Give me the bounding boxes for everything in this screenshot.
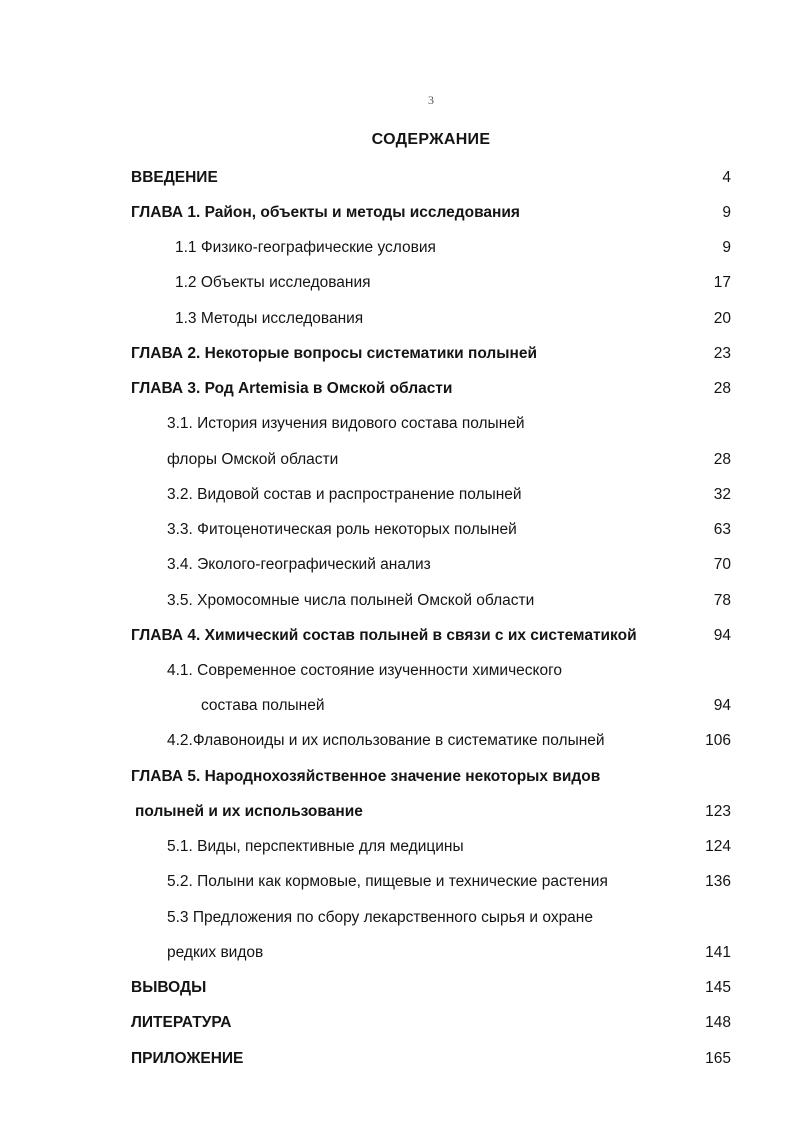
toc-entry-chapter-5 (0, 765, 793, 789)
page-number: 3 (428, 93, 434, 107)
toc-entry-section-4-2 (0, 729, 793, 753)
toc-entry-label: ПРИЛОЖЕНИЕ (131, 1050, 244, 1067)
toc-entry-chapter-5-cont (0, 800, 793, 824)
toc-entry-label: 1.1 Физико-географические условия (175, 239, 436, 256)
toc-entry-section-1-3 (0, 307, 793, 331)
toc-entry-label: 4.2.Флавоноиды и их использование в систематике полыней (167, 732, 605, 749)
toc-entry-label: ГЛАВА 1. Район, объекты и методы исследования (131, 204, 520, 221)
toc-entry-section-3-4 (0, 553, 793, 577)
toc-entry-chapter-3 (0, 377, 793, 401)
toc-entry-page: 141 (705, 944, 731, 961)
toc-entry-label: 5.2. Полыни как кормовые, пищевые и технические растения (167, 873, 608, 890)
toc-entry-label: 5.3 Предложения по сбору лекарственного сырья и охране (167, 909, 593, 926)
page-title: СОДЕРЖАНИЕ (371, 131, 491, 148)
toc-entry-page: 17 (713, 274, 731, 291)
toc-entry-page: 70 (713, 556, 731, 573)
toc-entry-section-1-2 (0, 271, 793, 295)
toc-entry-label: состава полыней (201, 697, 325, 714)
toc-entry-page: 28 (713, 380, 731, 397)
toc-entry-page: 63 (713, 521, 731, 538)
toc-entry-section-3-1 (0, 412, 793, 436)
toc-entry-label: полыней и их использование (135, 803, 363, 820)
toc-entry-page: 124 (705, 838, 731, 855)
toc-entry-label: 3.4. Эколого-географический анализ (167, 556, 431, 573)
toc-entry-chapter-1 (0, 201, 793, 225)
toc-entry-label: ГЛАВА 4. Химический состав полыней в связи с их систематикой (131, 627, 637, 644)
toc-entry-page: 94 (713, 697, 731, 714)
toc-entry-section-3-1-cont (0, 448, 793, 472)
toc-entry-page: 123 (705, 803, 731, 820)
toc-entry-section-5-1 (0, 835, 793, 859)
toc-entry-section-1-1 (0, 236, 793, 260)
toc-entry-page: 23 (713, 345, 731, 362)
toc-entry-page: 136 (705, 873, 731, 890)
toc-entry-section-4-1-cont (0, 694, 793, 718)
toc-entry-section-3-5 (0, 589, 793, 613)
toc-entry-label: ЛИТЕРАТУРА (131, 1014, 232, 1031)
toc-entry-section-5-2 (0, 870, 793, 894)
toc-entry-label: флоры Омской области (167, 451, 339, 468)
toc-entry-section-3-3 (0, 518, 793, 542)
toc-entry-appendix (0, 1047, 793, 1071)
toc-entry-chapter-2 (0, 342, 793, 366)
toc-entry-label: 4.1. Современное состояние изученности химического (167, 662, 563, 679)
toc-entry-page: 165 (705, 1050, 731, 1067)
toc-entry-page: 9 (722, 239, 731, 256)
toc-entry-page: 148 (705, 1014, 731, 1031)
toc-entry-label: ГЛАВА 3. Род Artemisia в Омской области (131, 380, 453, 397)
toc-entry-page: 28 (713, 451, 731, 468)
toc-entry-label: ВВЕДЕНИЕ (131, 169, 218, 186)
toc-entry-label: 3.2. Видовой состав и распространение полыней (167, 486, 522, 503)
toc-entry-label: ГЛАВА 2. Некоторые вопросы систематики полыней (131, 345, 538, 362)
toc-entry-page: 94 (713, 627, 731, 644)
toc-entry-label: 5.1. Виды, перспективные для медицины (167, 838, 464, 855)
toc-entry-section-3-2 (0, 483, 793, 507)
toc-entry-page: 4 (722, 169, 731, 186)
toc-entry-label: редких видов (167, 944, 264, 961)
toc-entry-page: 106 (705, 732, 731, 749)
toc-entry-label: 1.3 Методы исследования (175, 310, 364, 327)
toc-entry-page: 32 (713, 486, 731, 503)
toc-entry-label: ГЛАВА 5. Народнохозяйственное значение некоторых видов (131, 768, 601, 785)
toc-entry-label: 3.5. Хромосомные числа полыней Омской области (167, 592, 535, 609)
toc-entry-label: ВЫВОДЫ (131, 979, 207, 996)
toc-entry-page: 9 (722, 204, 731, 221)
toc-entry-label: 3.3. Фитоценотическая роль некоторых полыней (167, 521, 517, 538)
toc-entry-page: 145 (705, 979, 731, 996)
toc-entry-page: 20 (713, 310, 731, 327)
toc-entry-section-4-1 (0, 659, 793, 683)
toc-entry-section-5-3-cont (0, 941, 793, 965)
toc-entry-chapter-4 (0, 624, 793, 648)
toc-entry-label: 1.2 Объекты исследования (175, 274, 371, 291)
toc-entry-literature (0, 1011, 793, 1035)
toc-entry-conclusions (0, 976, 793, 1000)
toc-entry-page: 78 (713, 592, 731, 609)
toc-entry-label: 3.1. История изучения видового состава полыней (167, 415, 525, 432)
toc-entry-section-5-3 (0, 906, 793, 930)
toc-entry-introduction (0, 166, 793, 190)
